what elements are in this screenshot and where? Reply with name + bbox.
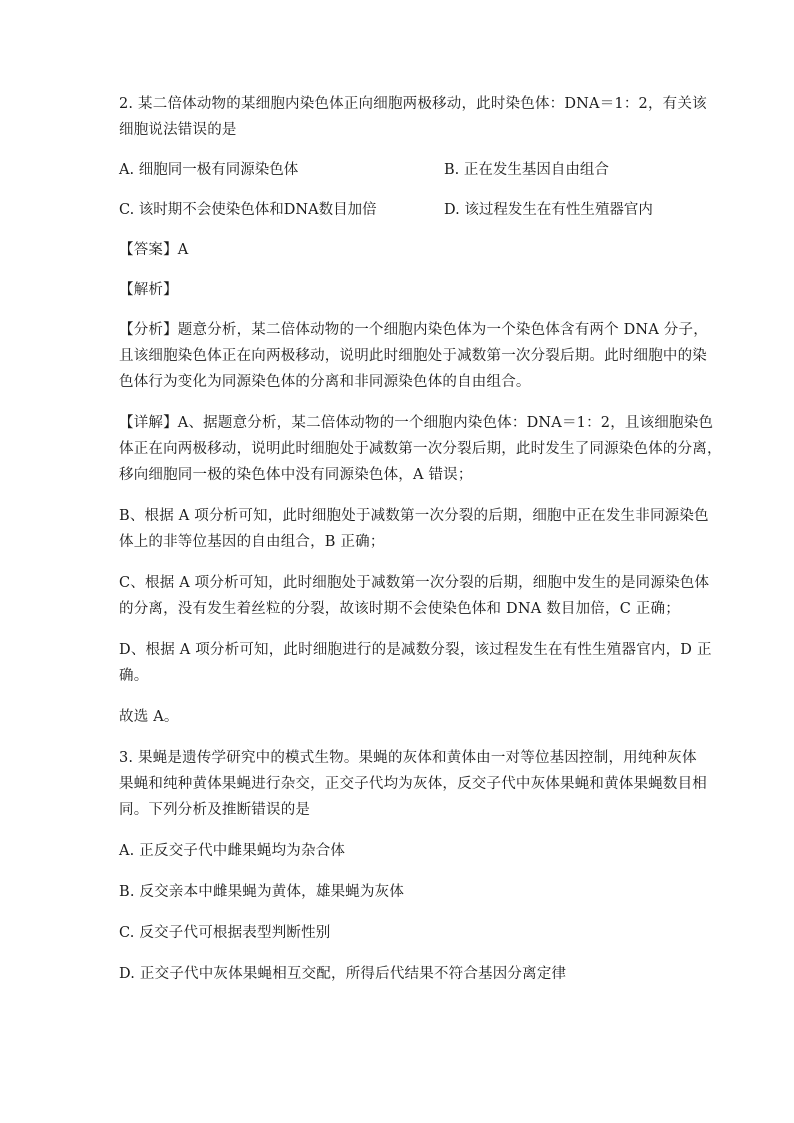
option-b: B. 正在发生基因自由组合 <box>444 162 609 178</box>
analysis-b <box>119 503 709 555</box>
question-2-stem-line-1: 2. 某二倍体动物的某细胞内染色体正向细胞两极移动，此时染色体：DNA＝1：2，有关该 <box>119 96 707 112</box>
question-2-options-row-1 <box>119 157 679 183</box>
analysis-xiangjie <box>119 410 722 488</box>
question-3-stem-line-2: 果蝇和纯种黄体果蝇进行杂交，正交子代均为灰体，反交子代中灰体果蝇和黄体果蝇数目相 <box>119 776 707 792</box>
xiangjie-line-1: 【详解】A、据题意分析，某二倍体动物的一个细胞内染色体：DNA＝1：2，且该细胞染色 <box>119 415 714 431</box>
question-2 <box>119 91 722 730</box>
question-3-option-a: A. 正反交子代中雌果蝇均为杂合体 <box>119 843 346 859</box>
question-3 <box>119 745 707 987</box>
option-a: A. 细胞同一极有同源染色体 <box>119 162 299 178</box>
d-detail-line-1: D、根据 A 项分析可知，此时细胞进行的是减数分裂，该过程发生在有性生殖器官内，D 正 <box>119 642 712 658</box>
xiangjie-line-3: 移向细胞同一极的染色体中没有同源染色体，A 错误； <box>119 467 473 483</box>
question-3-option-b: B. 反交亲本中雌果蝇为黄体，雄果蝇为灰体 <box>119 884 405 900</box>
question-3-stem-line-1: 3. 果蝇是遗传学研究中的模式生物。果蝇的灰体和黄体由一对等位基因控制，用纯种灰体 <box>119 750 697 766</box>
conclusion: 故选 A。 <box>119 709 179 725</box>
answer-label: 【答案】A <box>119 242 189 258</box>
b-detail-line-1: B、根据 A 项分析可知，此时细胞处于减数第一次分裂的后期，细胞中正在发生非同源染色 <box>119 508 709 524</box>
option-d: D. 该过程发生在有性生殖器官内 <box>444 202 653 218</box>
question-2-options-row-2 <box>119 197 679 223</box>
analysis-d <box>119 637 712 689</box>
fenxi-line-2: 且该细胞染色体正在向两极移动，说明此时细胞处于减数第一次分裂后期。此时细胞中的染 <box>119 348 707 364</box>
c-detail-line-1: C、根据 A 项分析可知，此时细胞处于减数第一次分裂的后期，细胞中发生的是同源染色体 <box>119 575 710 591</box>
option-c: C. 该时期不会使染色体和DNA数目加倍 <box>119 202 377 218</box>
d-detail-line-2: 确。 <box>119 668 149 684</box>
question-2-stem-line-2: 细胞说法错误的是 <box>119 122 237 138</box>
analysis-fenxi <box>119 317 708 395</box>
analysis-title: 【解析】 <box>119 282 178 298</box>
b-detail-line-2: 体上的非等位基因的自由组合，B 正确； <box>119 534 385 550</box>
document-page <box>119 91 722 987</box>
fenxi-line-3: 色体行为变化为同源染色体的分离和非同源染色体的自由组合。 <box>119 374 531 390</box>
c-detail-line-2: 的分离，没有发生着丝粒的分裂，故该时期不会使染色体和 DNA 数目加倍，C 正确； <box>119 601 680 617</box>
question-3-option-c: C. 反交子代可根据表型判断性别 <box>119 925 331 941</box>
question-3-stem-line-3: 同。下列分析及推断错误的是 <box>119 802 311 818</box>
fenxi-line-1: 【分析】题意分析，某二倍体动物的一个细胞内染色体为一个染色体含有两个 DNA 分子， <box>119 322 708 338</box>
xiangjie-line-2: 体正在向两极移动，说明此时细胞处于减数第一次分裂后期，此时发生了同源染色体的分离， <box>119 441 722 457</box>
question-3-option-d: D. 正交子代中灰体果蝇相互交配，所得后代结果不符合基因分离定律 <box>119 966 567 982</box>
analysis-c <box>119 570 710 622</box>
